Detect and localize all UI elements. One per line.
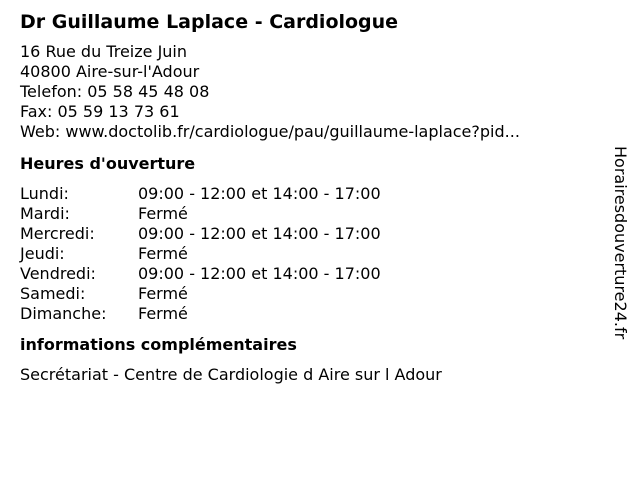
hours-row — [20, 184, 600, 204]
business-card — [20, 10, 600, 385]
hours-row — [20, 244, 600, 264]
day-label: Mercredi: — [20, 224, 95, 243]
fax-number: Fax: 05 59 13 73 61 — [20, 102, 180, 121]
day-label: Vendredi: — [20, 264, 96, 283]
page-title: Dr Guillaume Laplace - Cardiologue — [20, 11, 399, 33]
opening-hours-heading: Heures d'ouverture — [20, 154, 196, 173]
additional-info-text: Secrétariat - Centre de Cardiologie d Aire sur l Adour — [20, 365, 442, 384]
site-brand-watermark: Horairesdouverture24.fr — [611, 146, 630, 340]
address-city: 40800 Aire-sur-l'Adour — [20, 62, 200, 81]
day-label: Samedi: — [20, 284, 86, 303]
day-hours: 09:00 - 12:00 et 14:00 - 17:00 — [138, 264, 381, 283]
day-label: Mardi: — [20, 204, 70, 223]
day-label: Lundi: — [20, 184, 69, 203]
day-hours: Fermé — [138, 304, 188, 323]
day-label: Dimanche: — [20, 304, 107, 323]
day-hours: Fermé — [138, 204, 188, 223]
address-street: 16 Rue du Treize Juin — [20, 42, 188, 61]
website-text: Web: www.doctolib.fr/cardiologue/pau/guillaume-laplace?pid... — [20, 122, 520, 141]
additional-info-heading: informations complémentaires — [20, 335, 297, 354]
day-hours: 09:00 - 12:00 et 14:00 - 17:00 — [138, 224, 381, 243]
day-hours: 09:00 - 12:00 et 14:00 - 17:00 — [138, 184, 381, 203]
contact-block — [20, 42, 600, 142]
day-hours: Fermé — [138, 244, 188, 263]
opening-hours-table — [20, 184, 600, 324]
phone-number: Telefon: 05 58 45 48 08 — [20, 82, 210, 101]
hours-row — [20, 284, 600, 304]
hours-row — [20, 204, 600, 224]
hours-row — [20, 264, 600, 284]
day-hours: Fermé — [138, 284, 188, 303]
hours-row — [20, 224, 600, 244]
hours-row — [20, 304, 600, 324]
day-label: Jeudi: — [20, 244, 65, 263]
